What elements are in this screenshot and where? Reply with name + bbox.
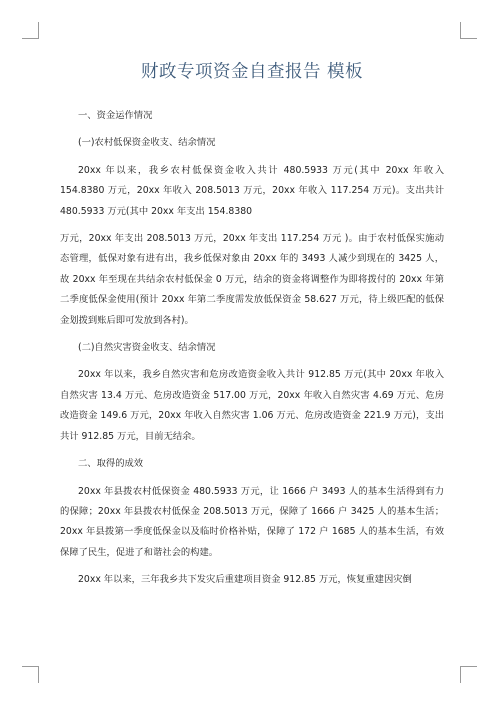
document-title: 财政专项资金自查报告 模板 xyxy=(140,62,364,82)
crop-mark-bottom-left xyxy=(22,666,39,683)
crop-mark-bottom-right xyxy=(460,666,477,683)
crop-mark-top-right xyxy=(460,22,477,39)
paragraph-rural-subsistence-income: 20xx 年以来，我乡农村低保资金收入共计 480.5933 万元(其中 20xx 年收入 154.8380 万元，20xx 年收入 208.5013 万元，20xx 年收入 117.254 万元)。支出共计 480.5933 万元(其中 20xx 年支出 154.8380 xyxy=(60,164,444,217)
section-heading-achievements: 二、取得的成效 xyxy=(78,458,144,470)
subsection-heading-rural-subsistence: (一)农村低保资金收支、结余情况 xyxy=(78,137,216,149)
paragraph-achievements-subsistence: 20xx 年县拨农村低保资金 480.5933 万元，让 1666 户 3493 人的基本生活得到有力的保障；20xx 年县拨农村低保金 208.5013 万元，保障了 1666 户 3425 人的基本生活；20xx 年县拨第一季度低保金以及临时价格补贴，保障了 172 户 1685 人的基本生活，有效保障了民生，促进了和谐社会的构建。 xyxy=(60,485,444,558)
crop-mark-top-left xyxy=(22,22,39,39)
document-page xyxy=(60,60,444,598)
paragraph-natural-disaster-funds: 20xx 年以来，我乡自然灾害和危房改造资金收入共计 912.85 万元(其中 20xx 年收入自然灾害 13.4 万元、危房改造资金 517.00 万元，20xx 年收入自然灾害 4.69 万元、危房改造资金 149.6 万元，20xx 年收入自然灾害 1.06 万元、危房改造资金 221.9 万元)，支出共计 912.85 万元，目前无结余。 xyxy=(60,369,444,442)
paragraph-achievements-reconstruction: 20xx 年以来，三年我乡共下发灾后重建项目资金 912.85 万元，恢复重建因灾倒 xyxy=(78,574,412,586)
section-heading-funds-operation: 一、资金运作情况 xyxy=(78,110,153,121)
subsection-heading-natural-disaster: (二)自然灾害资金收支、结余情况 xyxy=(78,342,216,354)
paragraph-rural-subsistence-balance: 万元，20xx 年支出 208.5013 万元，20xx 年支出 117.254 万元 )。由于农村低保实施动态管理，低保对象有进有出，我乡低保对象由 20xx 年的 3493 人减少到现在的 3425 人，故 20xx 年至现在共结余农村低保金 0 万元，结余的资金将调整作为即将拨付的 20xx 年第二季度低保金使用(预计 20xx 年第二季度需发放低保资金 58.627 万元，待上级匹配的低保金划拨到账后即可发放到各村)。 xyxy=(60,233,444,326)
